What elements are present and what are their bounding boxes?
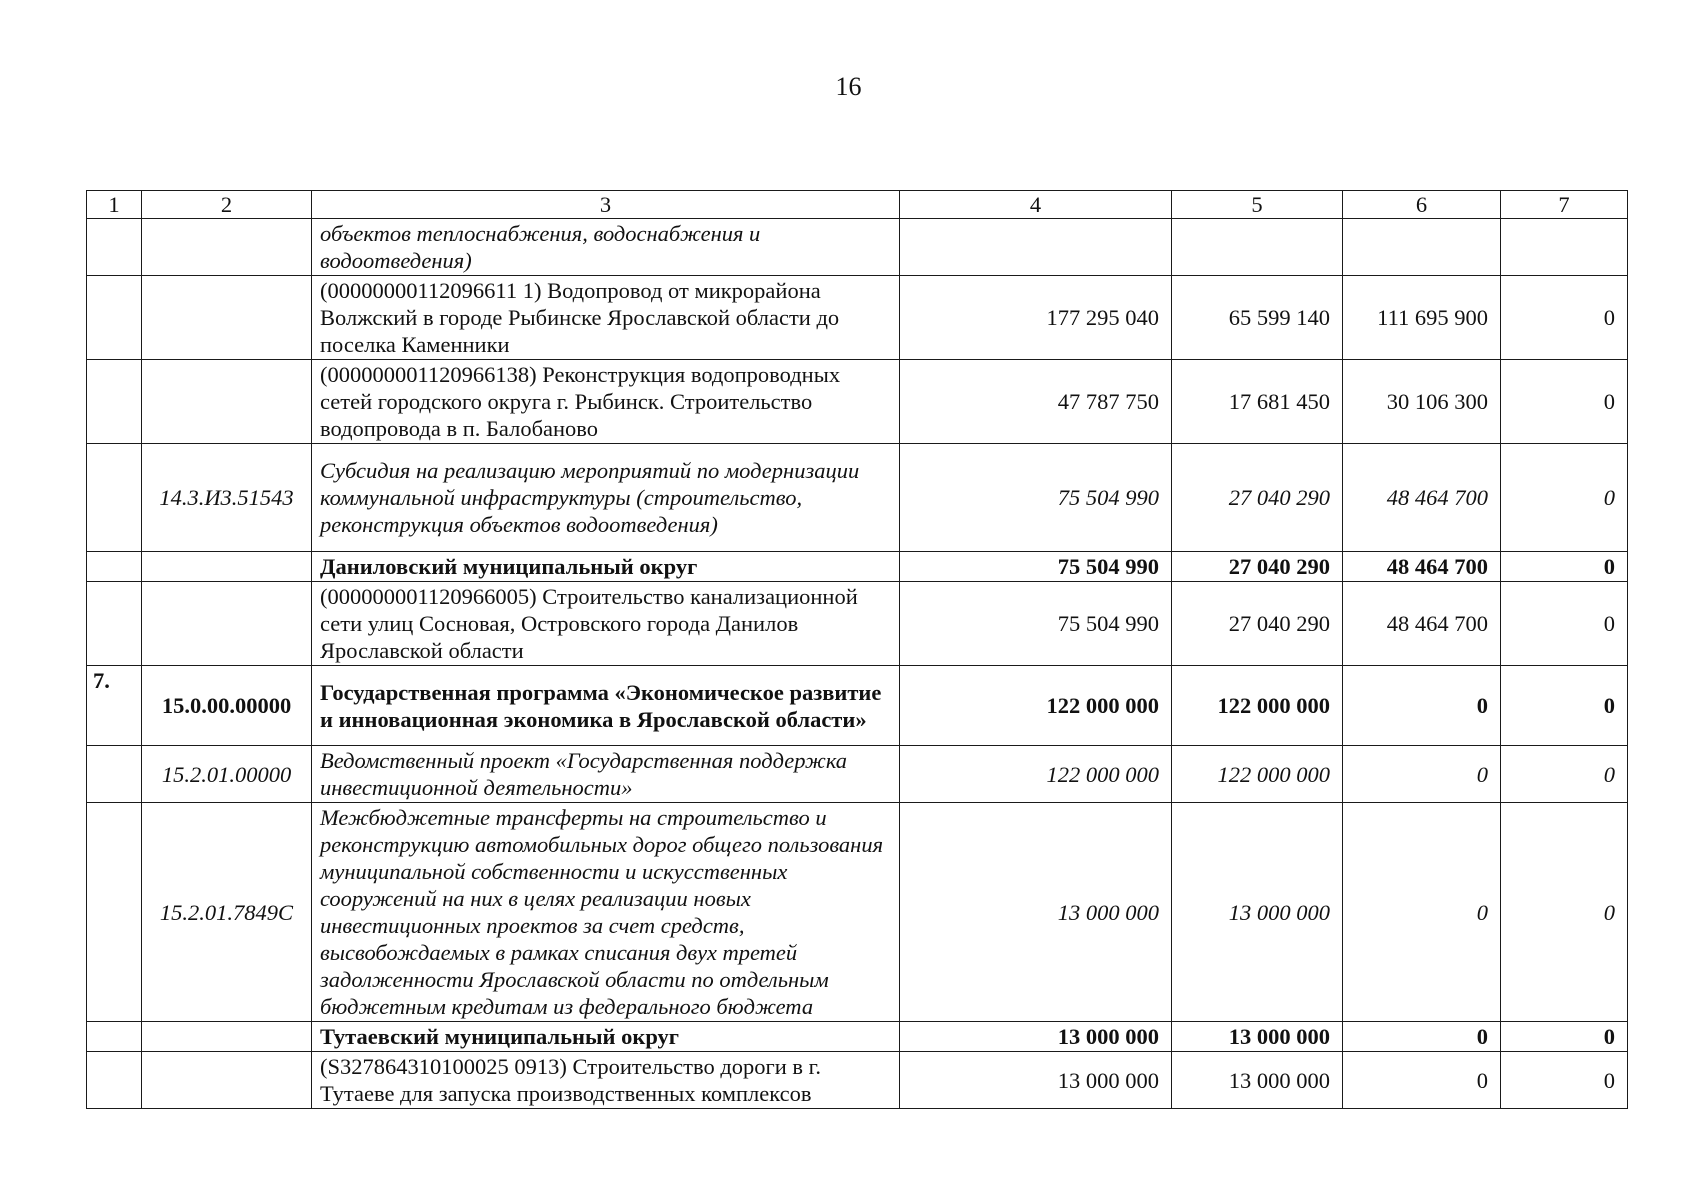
row-index-cell <box>87 552 142 582</box>
row-col4-cell: 13 000 000 <box>900 1052 1172 1109</box>
row-description-cell: Субсидия на реализацию мероприятий по модернизации коммунальной инфраструктуры (строительство, реконструкция объектов водоотведения) <box>312 444 900 552</box>
page-number: 16 <box>835 72 862 101</box>
row-code-cell: 14.3.И3.51543 <box>142 444 312 552</box>
row-col5-cell: 27 040 290 <box>1172 582 1343 666</box>
row-col5-cell: 65 599 140 <box>1172 276 1343 360</box>
row-description-cell: Межбюджетные трансферты на строительство и реконструкцию автомобильных дорог общего пользования муниципальной собственности и искусственных сооружений на них в целях реализации новых инвестиционных проектов за счет средств, высвобождаемых в рамках списания двух третей задолженности Ярославской области по отдельным бюджетным кредитам из федерального бюджета <box>312 803 900 1022</box>
budget-table <box>86 190 1628 1109</box>
row-col7-cell <box>1501 219 1628 276</box>
row-col6-cell: 48 464 700 <box>1343 582 1501 666</box>
row-col7-cell: 0 <box>1501 803 1628 1022</box>
table-row <box>87 1052 1628 1109</box>
row-col5-cell: 27 040 290 <box>1172 444 1343 552</box>
row-index-cell <box>87 444 142 552</box>
col-header-3: 3 <box>312 191 900 219</box>
row-col7-cell: 0 <box>1501 276 1628 360</box>
row-col6-cell: 0 <box>1343 1052 1501 1109</box>
row-col4-cell: 75 504 990 <box>900 444 1172 552</box>
row-col6-cell: 48 464 700 <box>1343 444 1501 552</box>
col-header-1: 1 <box>87 191 142 219</box>
row-col5-cell: 122 000 000 <box>1172 746 1343 803</box>
row-col6-cell: 0 <box>1343 803 1501 1022</box>
row-col7-cell: 0 <box>1501 360 1628 444</box>
row-col5-cell: 122 000 000 <box>1172 666 1343 746</box>
row-code-cell <box>142 582 312 666</box>
table-row <box>87 803 1628 1022</box>
row-index-cell <box>87 360 142 444</box>
row-col6-cell: 30 106 300 <box>1343 360 1501 444</box>
row-col4-cell: 47 787 750 <box>900 360 1172 444</box>
row-description-cell: Даниловский муниципальный округ <box>312 552 900 582</box>
row-col7-cell: 0 <box>1501 552 1628 582</box>
row-index-cell <box>87 746 142 803</box>
col-header-5: 5 <box>1172 191 1343 219</box>
row-description-cell: (000000001120966005) Строительство канализационной сети улиц Сосновая, Островского города Данилов Ярославской области <box>312 582 900 666</box>
header-row <box>87 191 1628 219</box>
row-description-cell: Ведомственный проект «Государственная поддержка инвестиционной деятельности» <box>312 746 900 803</box>
col-header-4: 4 <box>900 191 1172 219</box>
row-description-cell: (00000000112096611 1) Водопровод от микрорайона Волжский в городе Рыбинске Ярославской области до поселка Каменники <box>312 276 900 360</box>
row-col4-cell: 122 000 000 <box>900 746 1172 803</box>
row-col5-cell: 27 040 290 <box>1172 552 1343 582</box>
row-code-cell: 15.2.01.7849С <box>142 803 312 1022</box>
row-index-cell <box>87 1052 142 1109</box>
row-description-cell: объектов теплоснабжения, водоснабжения и водоотведения) <box>312 219 900 276</box>
row-col5-cell: 13 000 000 <box>1172 803 1343 1022</box>
row-col7-cell: 0 <box>1501 746 1628 803</box>
table-row <box>87 360 1628 444</box>
row-col6-cell: 0 <box>1343 1022 1501 1052</box>
row-col5-cell: 13 000 000 <box>1172 1052 1343 1109</box>
table-row <box>87 582 1628 666</box>
row-col4-cell: 75 504 990 <box>900 582 1172 666</box>
row-col4-cell: 177 295 040 <box>900 276 1172 360</box>
row-col7-cell: 0 <box>1501 444 1628 552</box>
row-col4-cell <box>900 219 1172 276</box>
row-col6-cell: 111 695 900 <box>1343 276 1501 360</box>
row-col5-cell <box>1172 219 1343 276</box>
row-index-cell <box>87 1022 142 1052</box>
row-col6-cell: 0 <box>1343 666 1501 746</box>
row-code-cell <box>142 1022 312 1052</box>
row-col4-cell: 13 000 000 <box>900 1022 1172 1052</box>
row-index-cell <box>87 582 142 666</box>
row-code-cell: 15.2.01.00000 <box>142 746 312 803</box>
col-header-6: 6 <box>1343 191 1501 219</box>
row-index-cell <box>87 219 142 276</box>
row-code-cell <box>142 360 312 444</box>
col-header-2: 2 <box>142 191 312 219</box>
row-col7-cell: 0 <box>1501 582 1628 666</box>
row-col4-cell: 13 000 000 <box>900 803 1172 1022</box>
row-description-cell: Государственная программа «Экономическое развитие и инновационная экономика в Ярославской области» <box>312 666 900 746</box>
table-row <box>87 276 1628 360</box>
row-code-cell <box>142 1052 312 1109</box>
row-code-cell <box>142 276 312 360</box>
row-index-cell <box>87 803 142 1022</box>
row-index-cell <box>87 276 142 360</box>
table-row <box>87 219 1628 276</box>
row-col6-cell: 0 <box>1343 746 1501 803</box>
row-col6-cell <box>1343 219 1501 276</box>
row-col4-cell: 75 504 990 <box>900 552 1172 582</box>
row-col7-cell: 0 <box>1501 1022 1628 1052</box>
table-row <box>87 444 1628 552</box>
row-code-cell <box>142 219 312 276</box>
row-description-cell: (000000001120966138) Реконструкция водопроводных сетей городского округа г. Рыбинск. Строительство водопровода в п. Балобаново <box>312 360 900 444</box>
table-row <box>87 666 1628 746</box>
row-description-cell: Тутаевский муниципальный округ <box>312 1022 900 1052</box>
row-col5-cell: 17 681 450 <box>1172 360 1343 444</box>
table-row <box>87 746 1628 803</box>
row-description-cell: (S327864310100025 0913) Строительство дороги в г. Тутаеве для запуска производственных комплексов <box>312 1052 900 1109</box>
row-code-cell <box>142 552 312 582</box>
table-row <box>87 1022 1628 1052</box>
row-code-cell: 15.0.00.00000 <box>142 666 312 746</box>
table-row <box>87 552 1628 582</box>
row-col7-cell: 0 <box>1501 666 1628 746</box>
row-col4-cell: 122 000 000 <box>900 666 1172 746</box>
table-body <box>87 191 1628 1109</box>
row-col5-cell: 13 000 000 <box>1172 1022 1343 1052</box>
col-header-7: 7 <box>1501 191 1628 219</box>
row-col6-cell: 48 464 700 <box>1343 552 1501 582</box>
row-col7-cell: 0 <box>1501 1052 1628 1109</box>
row-index-cell: 7. <box>87 666 142 746</box>
